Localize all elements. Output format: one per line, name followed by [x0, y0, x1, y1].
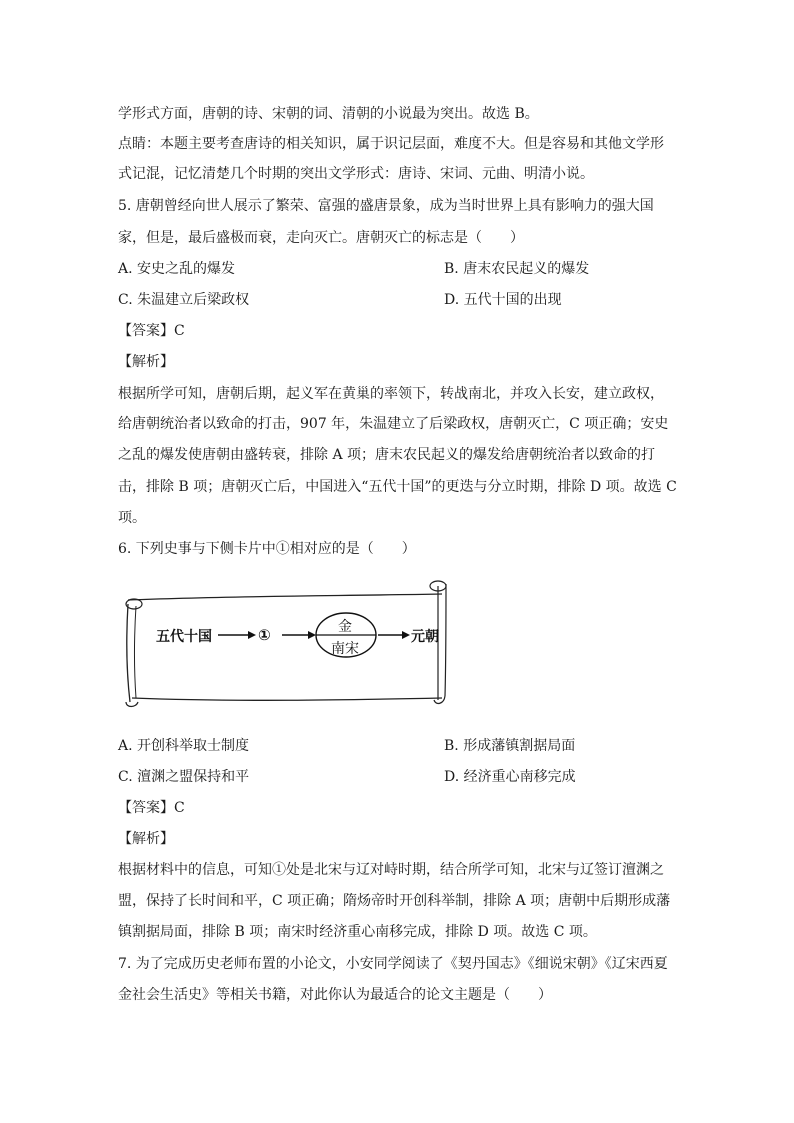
- analysis-line: 镇割据局面，排除 B 项；南宋时经济重心南移完成，排除 D 项。故选 C 项。: [118, 924, 597, 940]
- question-7-stem: 7. 为了完成历史老师布置的小论文，小安同学阅读了《契丹国志》《细说宋朝》《辽宋西夏: [118, 956, 668, 972]
- question-6-option-c: C. 澶渊之盟保持和平: [118, 769, 250, 785]
- card-end-label: 元朝: [411, 629, 439, 645]
- question-7-stem: 金社会生活史》等相关书籍，对此你认为最适合的论文主题是（ ）: [118, 987, 552, 1003]
- question-6-answer: 【答案】C: [118, 800, 185, 816]
- question-5-option-c: C. 朱温建立后梁政权: [118, 292, 250, 308]
- question-6-analysis-label: 【解析】: [118, 831, 174, 847]
- analysis-line: 给唐朝统治者以致命的打击，907 年，朱温建立了后梁政权，唐朝灭亡，C 项正确；安史: [118, 416, 669, 432]
- analysis-line: 根据所学可知，唐朝后期，起义军在黄巢的率领下，转战南北，并攻入长安，建立政权，: [118, 386, 664, 402]
- analysis-line: 项。: [118, 510, 146, 526]
- text-line: 学形式方面，唐朝的诗、宋朝的词、清朝的小说最为突出。故选 B。: [118, 106, 539, 122]
- tip-line: 式记混，记忆清楚几个时期的突出文学形式：唐诗、宋词、元曲、明清小说。: [118, 166, 594, 182]
- question-5-option-d: D. 五代十国的出现: [444, 292, 562, 308]
- card-start-label: 五代十国: [156, 629, 212, 645]
- question-5-stem: 家，但是，最后盛极而衰，走向灭亡。唐朝灭亡的标志是（ ）: [118, 230, 524, 246]
- scroll-card-diagram: [120, 578, 452, 708]
- analysis-line: 盟，保持了长时间和平，C 项正确；隋炀帝时开创科举制，排除 A 项；唐朝中后期形成藩: [118, 893, 671, 909]
- question-6-stem: 6. 下列史事与下侧卡片中①相对应的是（ ）: [118, 541, 416, 557]
- question-6-option-b: B. 形成藩镇割据局面: [444, 738, 576, 754]
- card-oval-top-label: 金: [338, 619, 352, 635]
- question-5-option-a: A. 安史之乱的爆发: [118, 261, 236, 277]
- card-blank-marker: ①: [258, 626, 271, 644]
- tip-line: 点睛：本题主要考查唐诗的相关知识，属于识记层面，难度不大。但是容易和其他文学形: [118, 136, 664, 152]
- card-oval-bottom-label: 南宋: [331, 641, 359, 657]
- question-6-option-d: D. 经济重心南移完成: [444, 769, 576, 785]
- analysis-line: 之乱的爆发使唐朝由盛转衰，排除 A 项；唐末农民起义的爆发给唐朝统治者以致命的打: [118, 447, 656, 463]
- analysis-line: 根据材料中的信息，可知①处是北宋与辽对峙时期，结合所学可知，北宋与辽签订澶渊之: [118, 862, 664, 878]
- analysis-line: 击，排除 B 项；唐朝灭亡后，中国进入“五代十国”的更迭与分立时期，排除 D 项。故选 C: [118, 479, 677, 495]
- question-6-option-a: A. 开创科举取士制度: [118, 738, 250, 754]
- question-5-stem: 5. 唐朝曾经向世人展示了繁荣、富强的盛唐景象，成为当时世界上具有影响力的强大国: [118, 198, 654, 214]
- question-5-analysis-label: 【解析】: [118, 354, 174, 370]
- question-5-answer: 【答案】C: [118, 323, 185, 339]
- question-5-option-b: B. 唐末农民起义的爆发: [444, 261, 590, 277]
